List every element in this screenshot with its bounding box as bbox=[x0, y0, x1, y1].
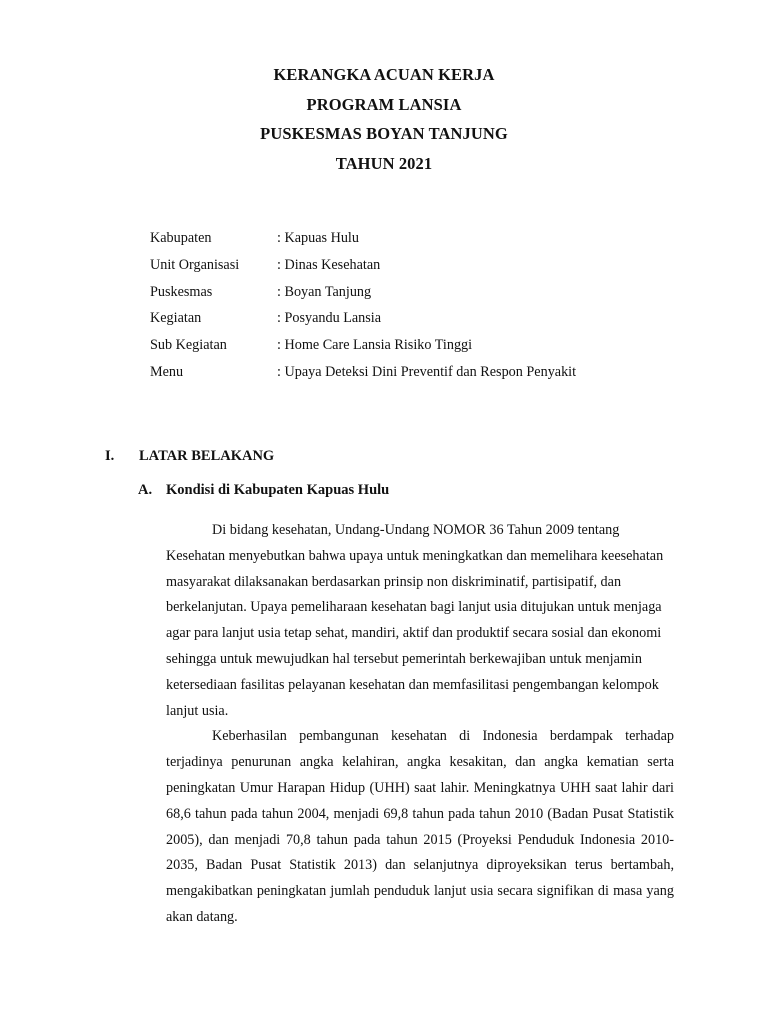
title-line-2: PROGRAM LANSIA bbox=[306, 94, 462, 114]
paragraph: Keberhasilan pembangunan kesehatan di Indonesia berdampak terhadap terjadinya penurunan angka kelahiran, angka kesakitan, dan angka kematian serta peningkatan Umur Harapan Hidup (UHH) saat lahir. Meningkatnya UHH saat lahir dari 68,6 tahun pada tahun 2004, menjadi 69,8 tahun pada tahun 2010 (Badan Pusat Statistik 2005), dan menjadi 70,8 tahun pada tahun 2015 (Proyeksi Penduduk Indonesia 2010-2035, Badan Pusat Statistik 2013) dan selanjutnya diproyeksikan terus bertambah, mengakibatkan peningkatan jumlah penduduk lanjut usia secara signifikan di masa yang akan datang. bbox=[166, 728, 674, 925]
paragraph: Di bidang kesehatan, Undang-Undang NOMOR 36 Tahun 2009 tentang Kesehatan menyebutkan bahwa upaya untuk meningkatkan dan memelihara keesehatan masyarakat dilaksanakan berdasarkan prinsip non diskriminatif, partisipatif, dan berkelanjutan. Upaya pemeliharaan kesehatan bagi lanjut usia ditujukan untuk menjaga agar para lanjut usia tetap sehat, mandiri, aktif dan produktif secara sosial dan ekonomi sehingga untuk mewujudkan hal tersebut pemerintah berkewajiban untuk menjamin ketersediaan fasilitas pelayanan kesehatan dan memfasilitasi pengembangan kelompok lanjut usia. bbox=[166, 522, 664, 719]
info-value: : Posyandu Lansia bbox=[277, 310, 382, 327]
section-title: LATAR BELAKANG bbox=[139, 448, 275, 464]
subsection-title: Kondisi di Kabupaten Kapuas Hulu bbox=[166, 482, 390, 498]
info-label: Kabupaten bbox=[150, 230, 212, 246]
info-table bbox=[150, 227, 710, 388]
section-number: I. bbox=[105, 448, 115, 464]
info-value: : Boyan Tanjung bbox=[277, 283, 372, 300]
info-label: Kegiatan bbox=[150, 310, 202, 327]
info-label: Sub Kegiatan bbox=[150, 337, 227, 354]
info-row-kegiatan bbox=[150, 307, 710, 334]
info-label: Menu bbox=[150, 363, 184, 380]
info-label: Unit Organisasi bbox=[150, 256, 240, 273]
info-row-puskesmas bbox=[150, 281, 710, 308]
info-value: : Home Care Lansia Risiko Tinggi bbox=[277, 337, 473, 354]
title-line-1: KERANGKA ACUAN KERJA bbox=[273, 65, 495, 84]
info-label: Puskesmas bbox=[150, 283, 213, 300]
title-line-3: PUSKESMAS BOYAN TANJUNG bbox=[260, 124, 508, 143]
info-row-unit-organisasi bbox=[150, 254, 710, 281]
subsection-number: A. bbox=[138, 482, 153, 498]
info-row-kabupaten bbox=[150, 227, 710, 254]
info-value: : Kapuas Hulu bbox=[277, 230, 359, 246]
info-value: : Dinas Kesehatan bbox=[277, 256, 381, 273]
info-row-menu bbox=[150, 361, 710, 388]
document-title bbox=[0, 60, 768, 178]
info-value: : Upaya Deteksi Dini Preventif dan Respon Penyakit bbox=[277, 363, 577, 380]
info-row-sub-kegiatan bbox=[150, 334, 710, 361]
body-text bbox=[166, 518, 674, 931]
title-line-4: TAHUN 2021 bbox=[335, 153, 433, 173]
